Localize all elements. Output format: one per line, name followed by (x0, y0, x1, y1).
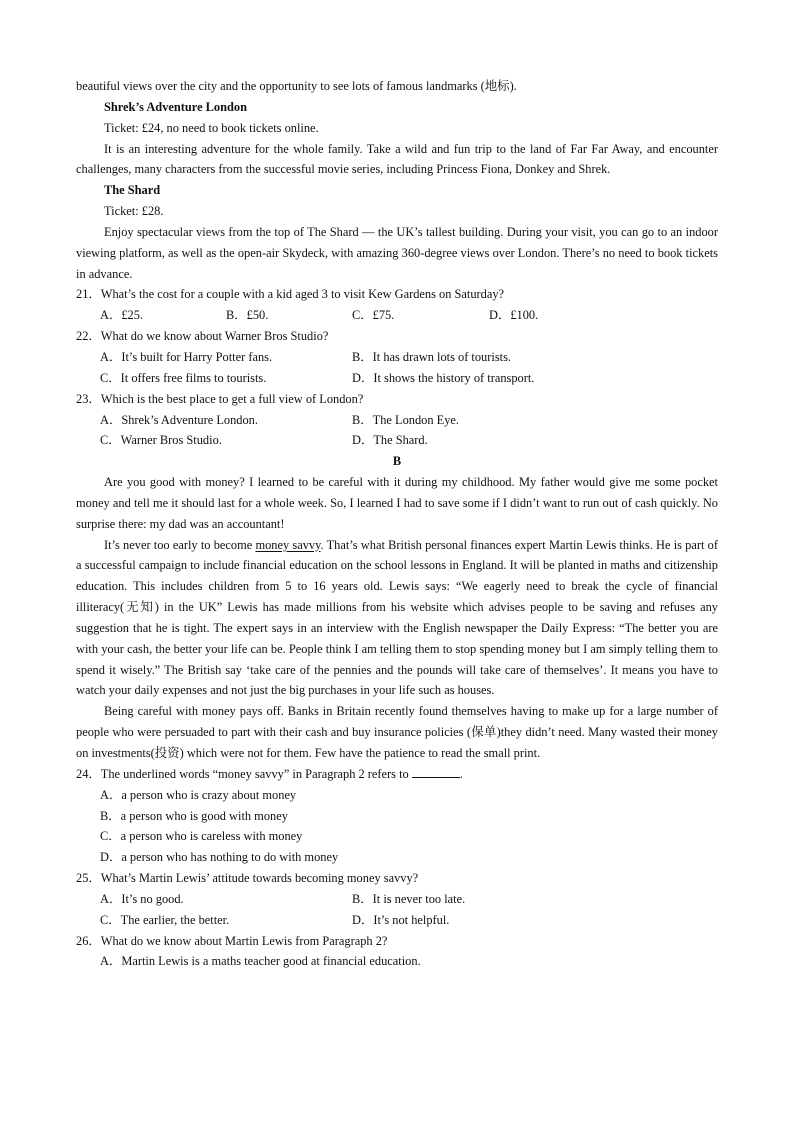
option-d[interactable]: D．a person who has nothing to do with money (100, 850, 339, 865)
shrek-description: It is an interesting adventure for the whole family. Take a wild and fun trip to the land of Far Far Away, and encounter challenges, many characters from the successful movie series, including Princess Fiona, Donkey and Shrek. (76, 141, 718, 177)
paragraph-2-rest: . That’s what British personal finances expert Martin Lewis thinks. He is part of a successful campaign to include financial education on the school lessons in England. It will be planted in maths and citizenship education. This includes children from 5 to 16 years old. Lewis says: “We eagerly need to break the cycle of financial illiteracy(无知) in the UK” Lewis has made millions from his website which advises people to be saving and refuses any suggestion that he is tight. The expert says in an interview with the English newspaper the Daily Express: “The better you are with your cash, the better your life can be. People think I am telling them to stop spending money but I am simply telling them to spend it wisely.” The British say ‘take care of the pennies and the pounds will take care of themselves’. It means you have to watch your daily expenses and not just the big purchases in your life such as houses. (76, 537, 718, 698)
question-26 (76, 931, 718, 952)
question-24 (76, 764, 718, 785)
question-number: 21． (76, 287, 101, 302)
question-number: 23． (76, 391, 101, 406)
section-b-label: B (392, 454, 402, 469)
answer-blank[interactable] (412, 765, 460, 778)
question-23-options-row1 (76, 410, 718, 431)
option-b[interactable]: B．£50. (226, 308, 269, 323)
shard-description: Enjoy spectacular views from the top of The Shard — the UK’s tallest building. During your visit, you can go to an indoor viewing platform, as well as the open-air Skydeck, with amazing 360-degree views over London. There’s no need to book tickets in advance. (76, 224, 718, 281)
question-text: The underlined words “money savvy” in Paragraph 2 refers to (100, 766, 409, 781)
question-21 (76, 284, 718, 305)
shard-ticket: Ticket: £28. (104, 204, 164, 219)
question-text: Which is the best place to get a full view of London? (100, 391, 364, 406)
question-25-options-row2 (76, 910, 718, 931)
option-a[interactable]: A．It’s built for Harry Potter fans. (100, 349, 273, 364)
question-25 (76, 868, 718, 889)
question-text: What do we know about Martin Lewis from Paragraph 2? (100, 933, 388, 948)
passage-b-paragraph-1: Are you good with money? I learned to be careful with it during my childhood. My father would give me some pocket money and tell me it should last for a whole week. So, I learned I had to save some if I didn’t want to run out of cash quickly. No surprise there: my dad was an accountant! (76, 475, 718, 531)
question-text: What do we know about Warner Bros Studio? (100, 329, 329, 344)
question-23 (76, 389, 718, 410)
question-text: What’s Martin Lewis’ attitude towards becoming money savvy? (100, 871, 419, 886)
shrek-heading: Shrek’s Adventure London (104, 99, 247, 114)
question-22 (76, 326, 718, 347)
option-d[interactable]: D．£100. (489, 308, 539, 323)
option-a[interactable]: A．a person who is crazy about money (100, 787, 297, 802)
option-b[interactable]: B．a person who is good with money (100, 808, 288, 823)
option-c[interactable]: C．It offers free films to tourists. (100, 370, 267, 385)
option-b[interactable]: B．The London Eye. (352, 412, 460, 427)
option-c[interactable]: C．The earlier, the better. (100, 912, 230, 927)
question-number: 24． (76, 766, 101, 781)
option-b[interactable]: B．It has drawn lots of tourists. (352, 349, 512, 364)
option-a[interactable]: A．Martin Lewis is a maths teacher good at financial education. (100, 954, 421, 969)
question-number: 25． (76, 871, 101, 886)
shrek-ticket: Ticket: £24, no need to book tickets online. (104, 120, 319, 135)
option-a[interactable]: A．Shrek’s Adventure London. (100, 412, 258, 427)
option-a[interactable]: A．It’s no good. (100, 891, 184, 906)
question-text: What’s the cost for a couple with a kid aged 3 to visit Kew Gardens on Saturday? (100, 287, 505, 302)
option-b[interactable]: B．It is never too late. (352, 891, 466, 906)
question-22-options-row2 (76, 368, 718, 389)
option-c[interactable]: C．Warner Bros Studio. (100, 433, 222, 448)
question-number: 22． (76, 329, 101, 344)
question-22-options-row1 (76, 347, 718, 368)
option-c[interactable]: C．a person who is careless with money (100, 829, 303, 844)
passage-a-continuation: beautiful views over the city and the opportunity to see lots of famous landmarks (地标). (76, 79, 517, 93)
question-21-options (76, 305, 718, 326)
option-c[interactable]: C．£75. (352, 308, 395, 323)
underlined-phrase: money savvy (255, 537, 321, 552)
question-end: . (459, 766, 463, 781)
option-a[interactable]: A．£25. (100, 308, 144, 323)
option-d[interactable]: D．The Shard. (352, 433, 428, 448)
shard-heading: The Shard (104, 183, 161, 198)
question-23-options-row2 (76, 430, 718, 451)
question-25-options-row1 (76, 889, 718, 910)
passage-b-paragraph-2 (76, 535, 718, 702)
paragraph-2-start: It’s never too early to become (104, 537, 256, 552)
passage-b-paragraph-3: Being careful with money pays off. Banks in Britain recently found themselves having to make up for a large number of people who were persuaded to part with their cash and buy insurance policies (保单)they didn’t need. Many wasted their money on investments(投资) which were not for them. Few have the patience to read the small print. (76, 704, 718, 760)
option-d[interactable]: D．It’s not helpful. (352, 912, 450, 927)
document-page (76, 76, 718, 972)
question-number: 26． (76, 933, 101, 948)
option-d[interactable]: D．It shows the history of transport. (352, 370, 535, 385)
